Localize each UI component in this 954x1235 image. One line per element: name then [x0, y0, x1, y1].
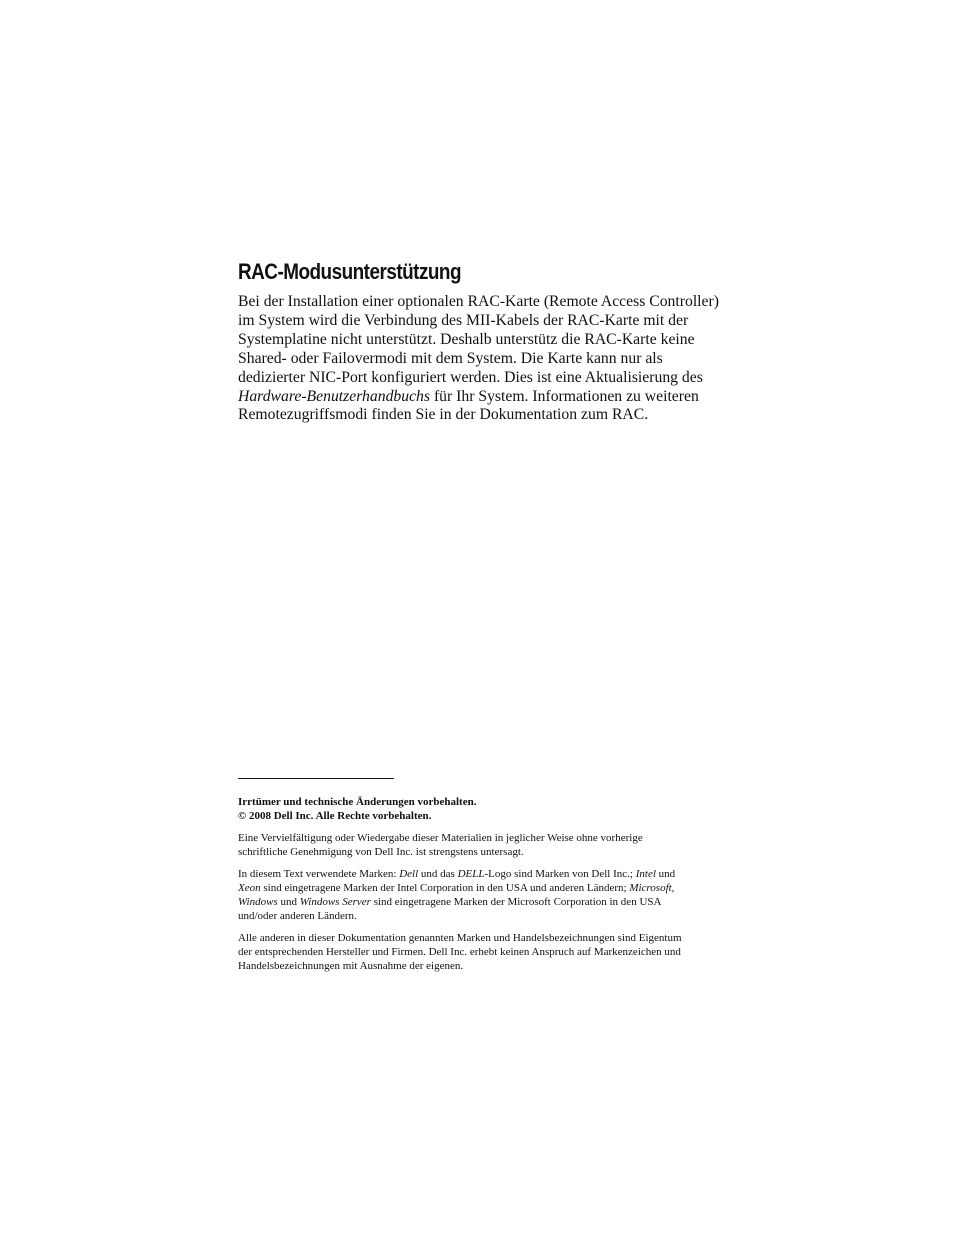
text-run: sind eingetragene Marken der Microsoft Corporation in den USA — [370, 896, 662, 908]
trademark-dell-logo: DELL — [457, 868, 485, 880]
body-line: dedizierter NIC-Port konfiguriert werden. Dies ist eine Aktualisierung des — [238, 368, 703, 386]
trademark-intel: Intel — [635, 868, 656, 880]
text-run: und — [655, 868, 676, 880]
trademark-xeon: Xeon — [238, 882, 261, 894]
text-run: -Logo sind Marken von Dell Inc.; — [484, 868, 636, 880]
fine-line: schriftliche Genehmigung von Dell Inc. ist strengstens untersagt. — [238, 846, 524, 858]
other-trademarks-notice — [238, 931, 748, 973]
fine-line — [238, 881, 748, 895]
trademark-windows-server: Windows Server — [299, 896, 371, 908]
body-line: im System wird die Verbindung des MII-Kabels der RAC-Karte mit der — [238, 311, 689, 329]
copyright-line: © 2008 Dell Inc. Alle Rechte vorbehalten. — [238, 810, 432, 822]
section-title: RAC-Modusunterstützung — [238, 259, 462, 284]
fine-line: Handelsbezeichnungen mit Ausnahme der eigenen. — [238, 960, 464, 972]
body-line: Systemplatine nicht unterstützt. Deshalb unterstütz die RAC-Karte keine — [238, 330, 695, 348]
body-line: Bei der Installation einer optionalen RAC-Karte (Remote Access Controller) — [238, 293, 719, 310]
text-run: und das — [418, 868, 458, 880]
fine-line: der entsprechenden Hersteller und Firmen. Dell Inc. erhebt keinen Anspruch auf Markenzeichen und — [238, 946, 681, 958]
reproduction-notice — [238, 831, 748, 859]
trademark-notice — [238, 867, 748, 923]
text-run: In diesem Text verwendete Marken: — [238, 868, 400, 880]
manual-title: Hardware-Benutzerhandbuchs — [238, 387, 431, 405]
trademark-dell: Dell — [399, 868, 419, 880]
section-body — [238, 293, 738, 425]
body-line: Shared- oder Failovermodi mit dem System. Die Karte kann nur als — [238, 349, 663, 367]
fine-line: und/oder anderen Ländern. — [238, 910, 357, 922]
legal-notice — [238, 795, 748, 823]
body-line — [238, 388, 738, 407]
text-run: sind eingetragene Marken der Intel Corporation in den USA und anderen Ländern; — [260, 882, 630, 894]
fine-line: Eine Vervielfältigung oder Wiedergabe dieser Materialien in jeglicher Weise ohne vorherige — [238, 832, 643, 844]
notice-line: Irrtümer und technische Änderungen vorbehalten. — [238, 796, 477, 808]
text-run: und — [277, 896, 300, 908]
fine-line — [238, 867, 748, 881]
footnote-divider — [238, 778, 394, 779]
fine-line — [238, 895, 748, 909]
trademark-windows: Windows — [238, 896, 278, 908]
trademark-microsoft: Microsoft, — [629, 882, 675, 894]
fine-line: Alle anderen in dieser Dokumentation genannten Marken und Handelsbezeichnungen sind Eigentum — [238, 932, 682, 944]
body-text-run: für Ihr System. Informationen zu weiteren — [430, 387, 699, 405]
body-line: Remotezugriffsmodi finden Sie in der Dokumentation zum RAC. — [238, 406, 649, 424]
